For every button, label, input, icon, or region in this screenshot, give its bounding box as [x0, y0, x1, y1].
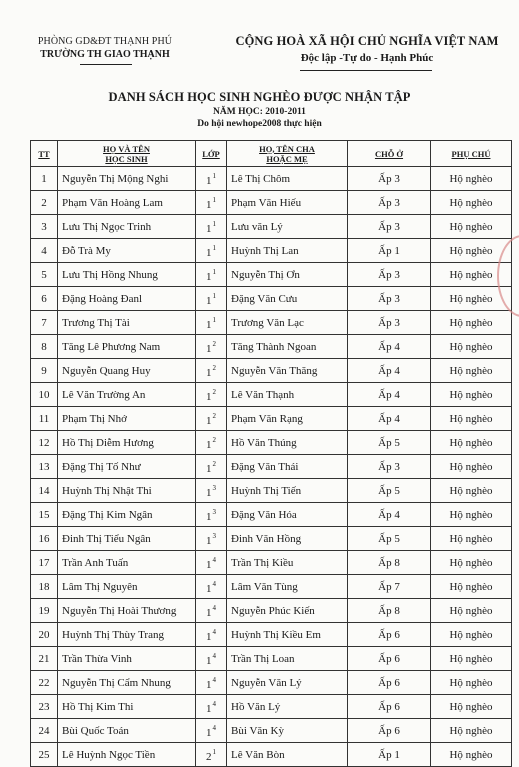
class-number: 3 [212, 484, 216, 492]
grade-number: 1 [206, 415, 212, 427]
table-row [31, 431, 512, 455]
class-cell [196, 455, 227, 479]
parent-name: Đinh Văn Hồng [227, 527, 348, 551]
residence: Ấp 5 [348, 431, 431, 455]
class-number: 2 [212, 388, 216, 396]
student-name: Đỗ Trà My [58, 239, 196, 263]
table-row [31, 167, 512, 191]
parent-name: Trần Thị Kiều [227, 551, 348, 575]
grade-number: 1 [206, 463, 212, 475]
motto-underline [300, 70, 432, 71]
table-row [31, 527, 512, 551]
class-cell [196, 695, 227, 719]
row-number: 8 [31, 335, 58, 359]
parent-name: Đặng Văn Cưu [227, 287, 348, 311]
row-number: 22 [31, 671, 58, 695]
table-row [31, 623, 512, 647]
parent-name: Phạm Văn Hiếu [227, 191, 348, 215]
grade-number: 1 [206, 559, 212, 571]
class-number: 3 [212, 508, 216, 516]
residence: Ấp 7 [348, 575, 431, 599]
student-name: Đinh Thị Tiểu Ngân [58, 527, 196, 551]
parent-name: Huỳnh Thị Lan [227, 239, 348, 263]
grade-number: 1 [206, 703, 212, 715]
class-cell [196, 599, 227, 623]
remark: Hộ nghèo [431, 311, 512, 335]
class-cell [196, 359, 227, 383]
table-row [31, 599, 512, 623]
class-number: 1 [212, 292, 216, 300]
row-number: 19 [31, 599, 58, 623]
national-header [222, 34, 512, 64]
row-number: 16 [31, 527, 58, 551]
class-cell [196, 311, 227, 335]
remark: Hộ nghèo [431, 551, 512, 575]
parent-name: Tăng Thành Ngoan [227, 335, 348, 359]
row-number: 14 [31, 479, 58, 503]
table-row [31, 287, 512, 311]
student-name: Lưu Thị Ngọc Trinh [58, 215, 196, 239]
grade-number: 1 [206, 367, 212, 379]
grade-number: 1 [206, 535, 212, 547]
table-row [31, 671, 512, 695]
residence: Ấp 4 [348, 359, 431, 383]
class-cell [196, 575, 227, 599]
residence: Ấp 3 [348, 287, 431, 311]
table-row [31, 359, 512, 383]
grade-number: 1 [206, 511, 212, 523]
remark: Hộ nghèo [431, 527, 512, 551]
row-number: 18 [31, 575, 58, 599]
residence: Ấp 6 [348, 719, 431, 743]
student-name: Hồ Thị Diễm Hương [58, 431, 196, 455]
student-name: Phạm Thị Nhớ [58, 407, 196, 431]
grade-number: 1 [206, 583, 212, 595]
class-cell [196, 167, 227, 191]
grade-number: 1 [206, 271, 212, 283]
student-name: Lưu Thị Hồng Nhung [58, 263, 196, 287]
residence: Ấp 4 [348, 383, 431, 407]
class-cell [196, 239, 227, 263]
row-number: 4 [31, 239, 58, 263]
remark: Hộ nghèo [431, 335, 512, 359]
col-header-cho-o: CHỖ Ở [348, 141, 431, 167]
row-number: 17 [31, 551, 58, 575]
class-cell [196, 743, 227, 767]
grade-number: 1 [206, 679, 212, 691]
remark: Hộ nghèo [431, 575, 512, 599]
table-row [31, 503, 512, 527]
student-name: Lê Huỳnh Ngọc Tiền [58, 743, 196, 767]
residence: Ấp 3 [348, 263, 431, 287]
residence: Ấp 8 [348, 551, 431, 575]
grade-number: 1 [206, 247, 212, 259]
document-title: DANH SÁCH HỌC SINH NGHÈO ĐƯỢC NHẬN TẬP [108, 90, 411, 104]
table-row [31, 239, 512, 263]
table-row [31, 335, 512, 359]
residence: Ấp 8 [348, 599, 431, 623]
parent-name: Nguyễn Phúc Kiến [227, 599, 348, 623]
col-header-tt: TT [31, 141, 58, 167]
grade-number: 1 [206, 727, 212, 739]
class-cell [196, 719, 227, 743]
class-number: 3 [212, 532, 216, 540]
parent-name: Lê Thị Chôm [227, 167, 348, 191]
class-number: 1 [212, 748, 216, 756]
table-row [31, 311, 512, 335]
grade-number: 1 [206, 439, 212, 451]
row-number: 3 [31, 215, 58, 239]
document-title-block [0, 90, 519, 129]
table-row [31, 695, 512, 719]
class-number: 1 [212, 316, 216, 324]
class-number: 2 [212, 436, 216, 444]
parent-name: Nguyễn Văn Thăng [227, 359, 348, 383]
student-name: Phạm Văn Hoàng Lam [58, 191, 196, 215]
grade-number: 1 [206, 175, 212, 187]
school-year: NĂM HỌC: 2010-2011 [213, 107, 306, 117]
school-name: TRƯỜNG TH GIAO THẠNH [40, 49, 170, 60]
student-name: Hồ Thị Kim Thi [58, 695, 196, 719]
class-number: 4 [212, 580, 216, 588]
table-row [31, 383, 512, 407]
remark: Hộ nghèo [431, 359, 512, 383]
department-name: PHÒNG GD&ĐT THẠNH PHÚ [37, 36, 173, 47]
parent-name: Huỳnh Thị Kiều Em [227, 623, 348, 647]
residence: Ấp 6 [348, 623, 431, 647]
student-name: Đặng Hoàng Đanl [58, 287, 196, 311]
table-header-row [31, 141, 512, 167]
grade-number: 1 [206, 631, 212, 643]
class-number: 4 [212, 724, 216, 732]
table-row [31, 743, 512, 767]
parent-name: Lê Văn Bòn [227, 743, 348, 767]
remark: Hộ nghèo [431, 431, 512, 455]
student-name: Tăng Lê Phương Nam [58, 335, 196, 359]
student-name: Trần Anh Tuấn [58, 551, 196, 575]
remark: Hộ nghèo [431, 215, 512, 239]
table-row [31, 215, 512, 239]
grade-number: 1 [206, 223, 212, 235]
student-name: Nguyễn Thị Cẩm Nhung [58, 671, 196, 695]
row-number: 9 [31, 359, 58, 383]
col-header-name: HỌ VÀ TÊN HỌC SINH [58, 141, 196, 167]
parent-name: Nguyễn Thị Ơn [227, 263, 348, 287]
residence: Ấp 4 [348, 503, 431, 527]
residence: Ấp 3 [348, 191, 431, 215]
class-cell [196, 335, 227, 359]
table-row [31, 551, 512, 575]
table-row [31, 455, 512, 479]
student-name: Trần Thừa Vinh [58, 647, 196, 671]
class-number: 1 [212, 172, 216, 180]
grade-number: 1 [206, 343, 212, 355]
col-header-phu-chu: PHỤ CHÚ [431, 141, 512, 167]
row-number: 6 [31, 287, 58, 311]
class-number: 4 [212, 676, 216, 684]
student-name: Lâm Thị Nguyên [58, 575, 196, 599]
row-number: 23 [31, 695, 58, 719]
student-list-table [30, 140, 512, 767]
student-name: Huỳnh Thị Nhật Thi [58, 479, 196, 503]
row-number: 2 [31, 191, 58, 215]
parent-name: Hồ Văn Lý [227, 695, 348, 719]
table-row [31, 191, 512, 215]
remark: Hộ nghèo [431, 479, 512, 503]
remark: Hộ nghèo [431, 599, 512, 623]
remark: Hộ nghèo [431, 167, 512, 191]
grade-number: 1 [206, 199, 212, 211]
table-row [31, 263, 512, 287]
class-number: 1 [212, 196, 216, 204]
parent-name: Nguyễn Văn Lý [227, 671, 348, 695]
remark: Hộ nghèo [431, 743, 512, 767]
class-number: 4 [212, 700, 216, 708]
row-number: 15 [31, 503, 58, 527]
student-name: Huỳnh Thị Thùy Trang [58, 623, 196, 647]
student-name: Bùi Quốc Toán [58, 719, 196, 743]
row-number: 24 [31, 719, 58, 743]
grade-number: 2 [206, 751, 212, 763]
class-number: 1 [212, 268, 216, 276]
parent-name: Hồ Văn Thúng [227, 431, 348, 455]
class-cell [196, 287, 227, 311]
class-cell [196, 647, 227, 671]
row-number: 1 [31, 167, 58, 191]
class-cell [196, 191, 227, 215]
residence: Ấp 4 [348, 407, 431, 431]
row-number: 25 [31, 743, 58, 767]
parent-name: Trương Văn Lạc [227, 311, 348, 335]
table-row [31, 407, 512, 431]
grade-number: 1 [206, 319, 212, 331]
remark: Hộ nghèo [431, 719, 512, 743]
parent-name: Bùi Văn Kỳ [227, 719, 348, 743]
remark: Hộ nghèo [431, 263, 512, 287]
remark: Hộ nghèo [431, 407, 512, 431]
class-number: 1 [212, 244, 216, 252]
remark: Hộ nghèo [431, 503, 512, 527]
class-cell [196, 215, 227, 239]
class-cell [196, 407, 227, 431]
republic-name: CỘNG HOÀ XÃ HỘI CHỦ NGHĨA VIỆT NAM [235, 34, 499, 48]
grade-number: 1 [206, 487, 212, 499]
student-name: Nguyễn Thị Hoài Thương [58, 599, 196, 623]
class-number: 4 [212, 556, 216, 564]
class-cell [196, 479, 227, 503]
row-number: 7 [31, 311, 58, 335]
residence: Ấp 5 [348, 527, 431, 551]
residence: Ấp 3 [348, 455, 431, 479]
class-cell [196, 623, 227, 647]
parent-name: Lâm Văn Tùng [227, 575, 348, 599]
student-name: Đặng Thị Tố Như [58, 455, 196, 479]
student-name: Trương Thị Tài [58, 311, 196, 335]
student-name: Nguyễn Quang Huy [58, 359, 196, 383]
class-cell [196, 503, 227, 527]
class-number: 4 [212, 604, 216, 612]
table-row [31, 719, 512, 743]
remark: Hộ nghèo [431, 695, 512, 719]
class-number: 4 [212, 652, 216, 660]
class-cell [196, 671, 227, 695]
grade-number: 1 [206, 607, 212, 619]
parent-name: Huỳnh Thị Tiến [227, 479, 348, 503]
residence: Ấp 3 [348, 167, 431, 191]
table-row [31, 647, 512, 671]
student-name: Nguyễn Thị Mộng Nghi [58, 167, 196, 191]
remark: Hộ nghèo [431, 671, 512, 695]
parent-name: Trần Thị Loan [227, 647, 348, 671]
student-name: Đặng Thị Kim Ngân [58, 503, 196, 527]
office-header [20, 36, 190, 60]
class-cell [196, 383, 227, 407]
class-number: 2 [212, 412, 216, 420]
remark: Hộ nghèo [431, 623, 512, 647]
class-cell [196, 263, 227, 287]
residence: Ấp 1 [348, 239, 431, 263]
row-number: 20 [31, 623, 58, 647]
remark: Hộ nghèo [431, 383, 512, 407]
motto: Độc lập -Tự do - Hạnh Phúc [300, 52, 434, 64]
residence: Ấp 6 [348, 647, 431, 671]
class-number: 2 [212, 364, 216, 372]
table-row [31, 479, 512, 503]
remark: Hộ nghèo [431, 647, 512, 671]
grade-number: 1 [206, 295, 212, 307]
residence: Ấp 6 [348, 695, 431, 719]
class-number: 2 [212, 460, 216, 468]
student-name: Lê Văn Trường An [58, 383, 196, 407]
class-cell [196, 431, 227, 455]
sponsor-note: Do hội newhope2008 thực hiện [197, 119, 322, 129]
parent-name: Đặng Văn Hóa [227, 503, 348, 527]
row-number: 13 [31, 455, 58, 479]
row-number: 21 [31, 647, 58, 671]
col-header-lop: LỚP [196, 141, 227, 167]
class-cell [196, 551, 227, 575]
residence: Ấp 4 [348, 335, 431, 359]
parent-name: Đặng Văn Thái [227, 455, 348, 479]
parent-name: Phạm Văn Rạng [227, 407, 348, 431]
row-number: 12 [31, 431, 58, 455]
residence: Ấp 6 [348, 671, 431, 695]
grade-number: 1 [206, 655, 212, 667]
row-number: 5 [31, 263, 58, 287]
row-number: 11 [31, 407, 58, 431]
grade-number: 1 [206, 391, 212, 403]
remark: Hộ nghèo [431, 287, 512, 311]
parent-name: Lê Văn Thạnh [227, 383, 348, 407]
remark: Hộ nghèo [431, 191, 512, 215]
remark: Hộ nghèo [431, 455, 512, 479]
col-header-parent: HỌ, TÊN CHA HOẶC MẸ [227, 141, 348, 167]
row-number: 10 [31, 383, 58, 407]
table-row [31, 575, 512, 599]
class-number: 1 [212, 220, 216, 228]
residence: Ấp 3 [348, 215, 431, 239]
residence: Ấp 1 [348, 743, 431, 767]
class-number: 4 [212, 628, 216, 636]
class-number: 2 [212, 340, 216, 348]
residence: Ấp 3 [348, 311, 431, 335]
residence: Ấp 5 [348, 479, 431, 503]
remark: Hộ nghèo [431, 239, 512, 263]
parent-name: Lưu văn Lý [227, 215, 348, 239]
school-underline [80, 64, 132, 65]
class-cell [196, 527, 227, 551]
